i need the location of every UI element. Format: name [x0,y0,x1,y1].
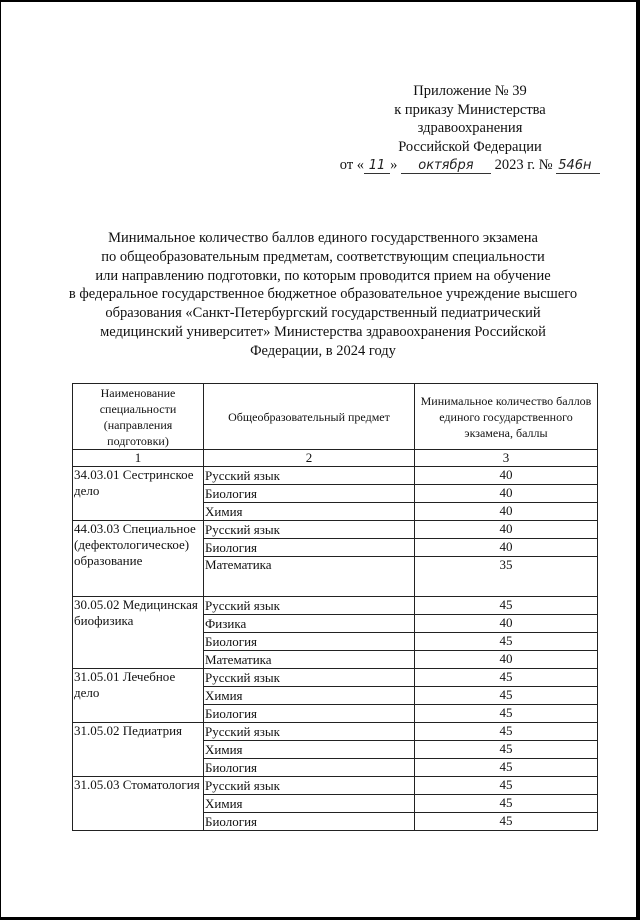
subject-cell: Биология [204,813,415,831]
score-cell: 45 [415,777,598,795]
subject-cell: Русский язык [204,723,415,741]
subject-cell: Химия [204,503,415,521]
document-title [60,229,586,361]
specialty-cell: 44.03.03 Специальное (дефектологическое) образование [73,521,204,597]
subject-cell: Химия [204,795,415,813]
appendix-date-line [330,156,610,175]
title-line: по общеобразовательным предметам, соответствующим специальности [101,248,545,265]
title-line: Минимальное количество баллов единого государственного экзамена [108,230,538,246]
subject-cell: Математика [204,557,415,597]
subject-cell: Русский язык [204,467,415,485]
header-min-score: Минимальное количество баллов единого государственного экзамена, баллы [415,384,598,450]
score-cell: 40 [415,503,598,521]
score-cell: 40 [415,521,598,539]
table-row [73,723,598,741]
specialty-cell: 31.05.03 Стоматология [73,777,204,831]
score-cell: 45 [415,633,598,651]
table-row [73,521,598,539]
subject-cell: Биология [204,759,415,777]
date-day-close: » [390,157,398,173]
subject-cell: Математика [204,651,415,669]
score-cell: 45 [415,669,598,687]
score-cell: 35 [415,557,598,597]
subject-cell: Химия [204,687,415,705]
score-cell: 40 [415,615,598,633]
subject-cell: Биология [204,485,415,503]
subject-cell: Химия [204,741,415,759]
subject-cell: Русский язык [204,669,415,687]
appendix-federation: Российской Федерации [398,138,542,155]
subject-cell: Русский язык [204,597,415,615]
specialty-cell: 34.03.01 Сестринское дело [73,467,204,521]
column-number-row [73,450,598,467]
table-row [73,467,598,485]
score-cell: 45 [415,759,598,777]
title-line: Федерации, в 2024 году [250,342,396,359]
date-prefix: от « [339,157,365,173]
table-row [73,669,598,687]
score-cell: 45 [415,723,598,741]
appendix-header [330,82,610,175]
score-cell: 45 [415,813,598,831]
column-number: 3 [415,450,598,467]
header-subject: Общеобразовательный предмет [204,384,415,450]
column-number: 1 [73,450,204,467]
table-row [73,597,598,615]
date-day-handwritten: 11 [364,159,390,174]
score-cell: 40 [415,651,598,669]
subject-cell: Русский язык [204,521,415,539]
subject-cell: Русский язык [204,777,415,795]
score-cell: 45 [415,597,598,615]
score-cell: 45 [415,795,598,813]
specialty-cell: 31.05.02 Педиатрия [73,723,204,777]
date-month-handwritten: октября [401,159,491,174]
specialty-cell: 30.05.02 Медицинская биофизика [73,597,204,669]
header-specialty: Наименование специальности (направления подготовки) [73,384,204,450]
table-row [73,777,598,795]
order-number-handwritten: 546н [556,159,600,174]
table-header-row [73,384,598,450]
score-cell: 40 [415,485,598,503]
score-cell: 40 [415,467,598,485]
subject-cell: Физика [204,615,415,633]
score-cell: 45 [415,705,598,723]
column-number: 2 [204,450,415,467]
subject-cell: Биология [204,539,415,557]
date-year: 2023 г. № [494,157,553,173]
subject-cell: Биология [204,633,415,651]
title-line: или направлению подготовки, по которым проводится прием на обучение [95,267,551,284]
min-scores-table [72,383,598,831]
appendix-number: Приложение № 39 [413,83,527,99]
appendix-order-ref: к приказу Министерства [394,101,546,118]
score-cell: 40 [415,539,598,557]
specialty-cell: 31.05.01 Лечебное дело [73,669,204,723]
subject-cell: Биология [204,705,415,723]
title-line: медицинский университет» Министерства здравоохранения Российской [100,323,546,340]
title-line: в федеральное государственное бюджетное образовательное учреждение высшего [68,286,578,303]
score-cell: 45 [415,741,598,759]
appendix-ministry: здравоохранения [417,120,523,136]
title-line: образования «Санкт-Петербургский государственный педиатрический [105,305,541,322]
score-cell: 45 [415,687,598,705]
